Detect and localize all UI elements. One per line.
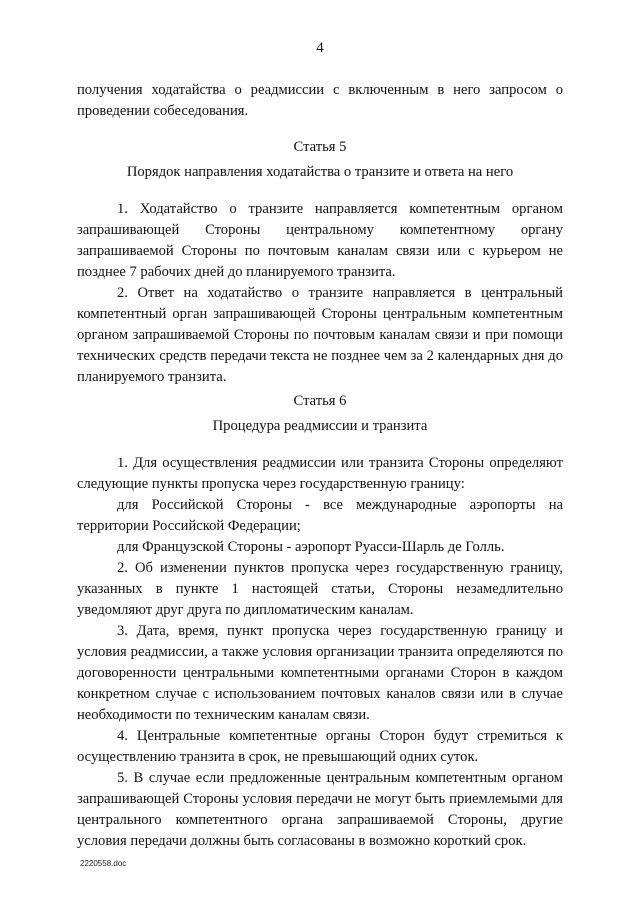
article-5-header — [77, 137, 563, 183]
article-6-paragraph-3: 3. Дата, время, пункт пропуска через государственную границу и условия реадмиссии, а также условия организации транзита определяются по договоренности центральными компетентными органами Сторон в каждом конкретном случае с использованием почтовых каналов связи или в случае необходимости по техническим каналам связи. — [77, 623, 563, 723]
intro-block — [77, 80, 563, 122]
page-number: 4 — [316, 40, 324, 56]
article-6-paragraph-2: 2. Об изменении пунктов пропуска через государственную границу, указанных в пункте 1 настоящей статьи, Стороны незамедлительно уведомляют друг друга по дипломатическим каналам. — [77, 560, 563, 618]
article-6-paragraph-france: для Французской Стороны - аэропорт Руасси-Шарль де Голль. — [117, 539, 505, 555]
article-5-paragraph-2: 2. Ответ на ходатайство о транзите направляется в центральный компетентный орган запрашивающей Стороны центральным компетентным органом запрашиваемой Стороны по почтовым каналам связи и при помощи технических средств передачи текста не позднее чем за 2 календарных дня до планируемого транзита. — [77, 285, 563, 385]
article-6-body — [77, 453, 563, 852]
article-5-heading: Статья 5 — [293, 139, 347, 155]
document-footer: 2220558.doc — [80, 859, 127, 868]
article-6-paragraph-4: 4. Центральные компетентные органы Сторон будут стремиться к осуществлению транзита в срок, не превышающий одних суток. — [77, 728, 563, 765]
article-5-title: Порядок направления ходатайства о транзите и ответа на него — [126, 164, 514, 180]
article-5-paragraph-1: 1. Ходатайство о транзите направляется компетентным органом запрашивающей Стороны центральному компетентному органу запрашиваемой Стороны по почтовым каналам связи или с курьером не позднее 7 рабочих дней до планируемого транзита. — [77, 201, 563, 280]
article-6-title: Процедура реадмиссии и транзита — [212, 418, 428, 434]
article-6-paragraph-5: 5. В случае если предложенные центральным компетентным органом запрашивающей Стороны условия передачи не могут быть приемлемыми для центрального компетентного органа запрашиваемой Стороны, другие условия передачи должны быть согласованы в возможно короткий срок. — [77, 770, 563, 849]
article-6-paragraph-russia: для Российской Стороны - все международные аэропорты на территории Российской Федерации; — [77, 497, 563, 534]
intro-paragraph: получения ходатайства о реадмиссии с включенным в него запросом о проведении собеседования. — [77, 82, 563, 119]
article-6-heading: Статья 6 — [293, 393, 347, 409]
article-5-body — [77, 199, 563, 388]
article-6-paragraph-1: 1. Для осуществления реадмиссии или транзита Стороны определяют следующие пункты пропуска через государственную границу: — [77, 455, 563, 492]
article-6-header — [77, 391, 563, 437]
